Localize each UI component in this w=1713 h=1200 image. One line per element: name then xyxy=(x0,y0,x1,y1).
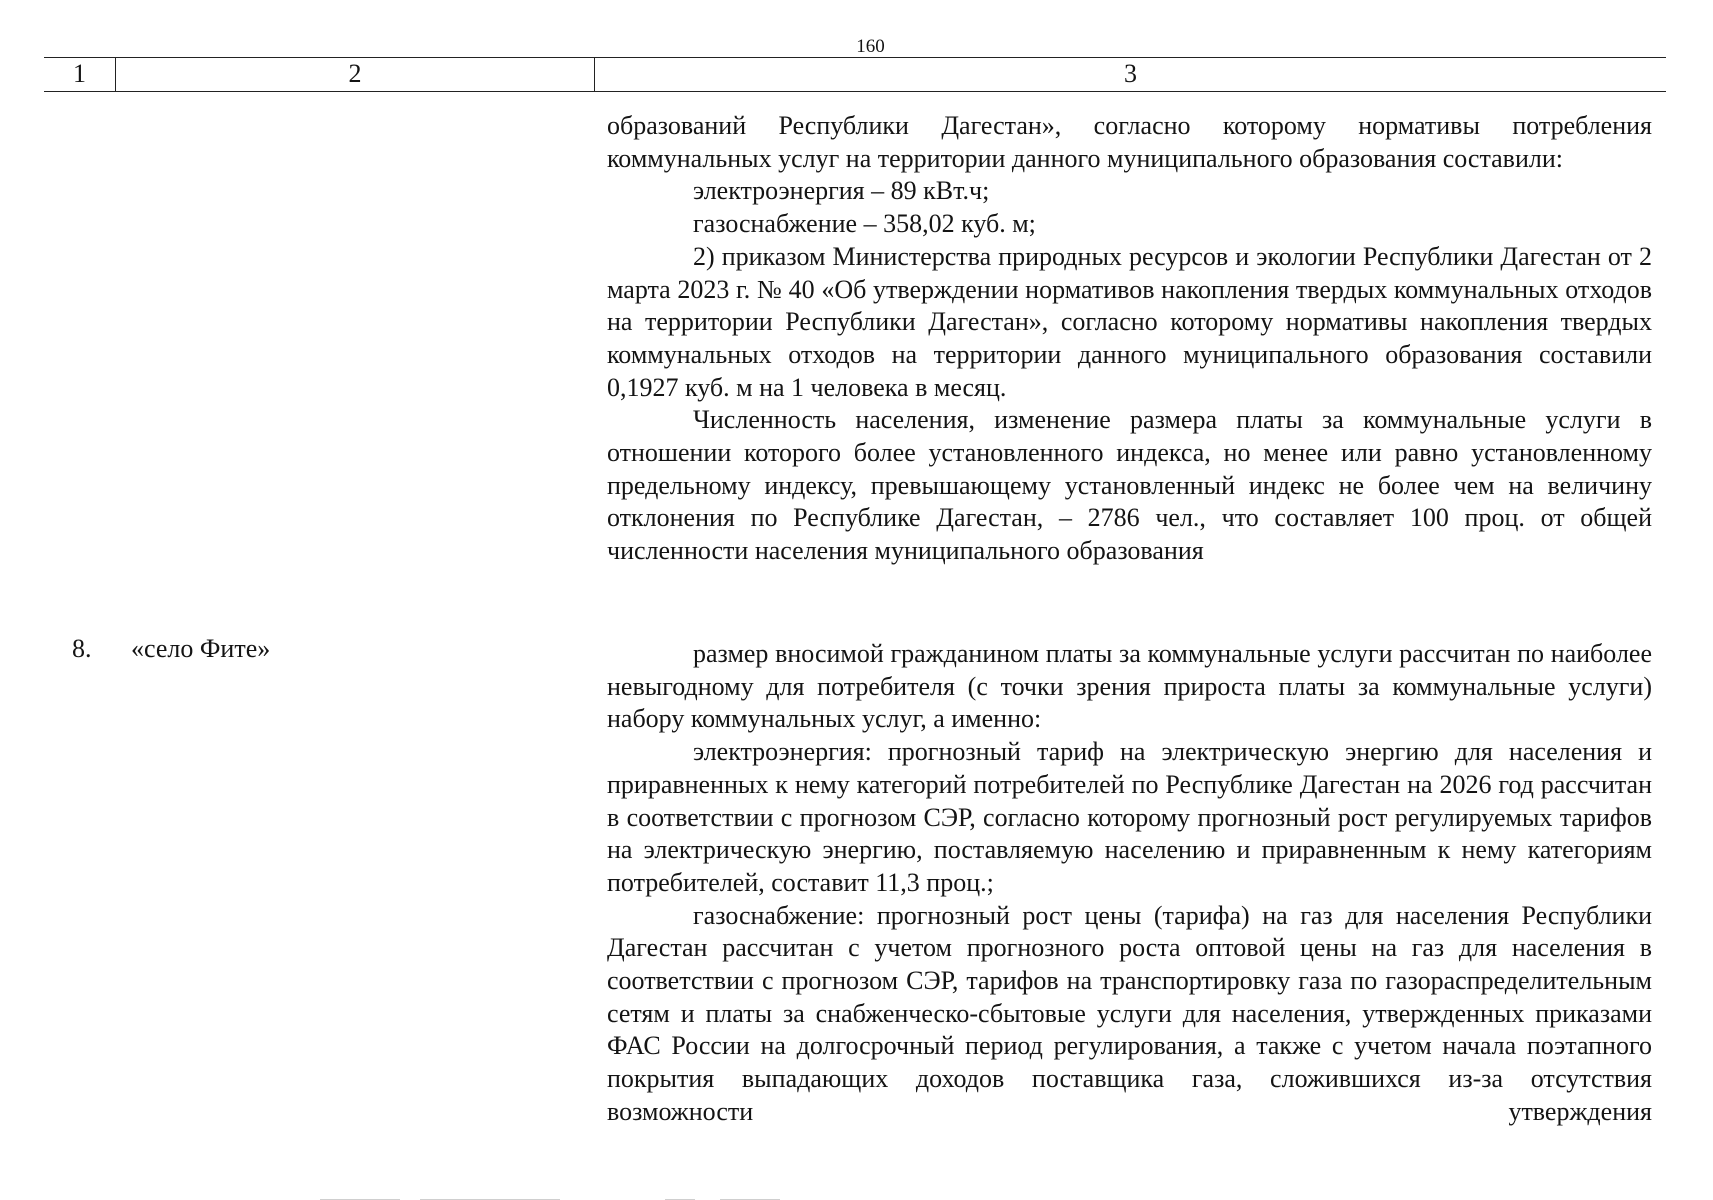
paragraph: Численность населения, изменение размера платы за коммунальные услуги в отношении которого более установленного индекса, но менее или равно установленному предельному индексу, превышающему установленный индекс не более чем на величину отклонения по Республике Дагестан, – 2786 чел., что составляет 100 проц. от общей численности населения муниципального образования xyxy=(607,405,1652,566)
row-number: 8. xyxy=(72,634,92,663)
paragraph: электроэнергия – 89 кВт.ч; xyxy=(693,176,990,206)
paragraph: газоснабжение – 358,02 куб. м; xyxy=(693,209,1036,239)
row-description-block xyxy=(607,638,1652,1129)
column-header-2: 2 xyxy=(116,58,595,91)
page-number: 160 xyxy=(856,36,885,57)
column-header-1: 1 xyxy=(44,58,116,91)
continuation-text-block xyxy=(607,110,1652,568)
paragraph: электроэнергия: прогнозный тариф на электрическую энергию для населения и приравненных к нему категорий потребителей по Республике Дагестан на 2026 год рассчитан в соответствии с прогнозом СЭР, согласно которому прогнозный рост регулируемых тарифов на электрическую энергию, поставляемую населению и приравненным к нему категориям потребителей, составит 11,3 проц.; xyxy=(607,737,1652,897)
paragraph: размер вносимой гражданином платы за коммунальные услуги рассчитан по наиболее невыгодному для потребителя (с точки зрения прироста платы за коммунальные услуги) набору коммунальных услуг, а именно: xyxy=(607,639,1652,734)
table-header-row xyxy=(44,57,1666,92)
paragraph: 2) приказом Министерства природных ресурсов и экологии Республики Дагестан от 2 марта 2023 г. № 40 «Об утверждении нормативов накопления твердых коммунальных отходов на территории Республики Дагестан», согласно которому нормативы накопления твердых коммунальных отходов на территории данного муниципального образования составили 0,1927 куб. м на 1 человека в месяц. xyxy=(607,241,1652,402)
municipality-name: «село Фите» xyxy=(131,634,271,663)
paragraph: газоснабжение: прогнозный рост цены (тарифа) на газ для населения Республики Дагестан рассчитан с учетом прогнозного роста оптовой цены на газ для населения в соответствии с прогнозом СЭР, тарифов на транспортировку газа по газораспределительным сетям и платы за снабженческо-сбытовые услуги для населения, утвержденных приказами ФАС России на долгосрочный период регулирования, а также с учетом начала поэтапного покрытия выпадающих доходов поставщика газа, сложившихся из-за отсутствия возможности утверждения xyxy=(607,900,1652,1126)
paragraph: образований Республики Дагестан», согласно которому нормативы потребления коммунальных услуг на территории данного муниципального образования составили: xyxy=(607,111,1652,173)
column-header-3: 3 xyxy=(1124,59,1137,88)
